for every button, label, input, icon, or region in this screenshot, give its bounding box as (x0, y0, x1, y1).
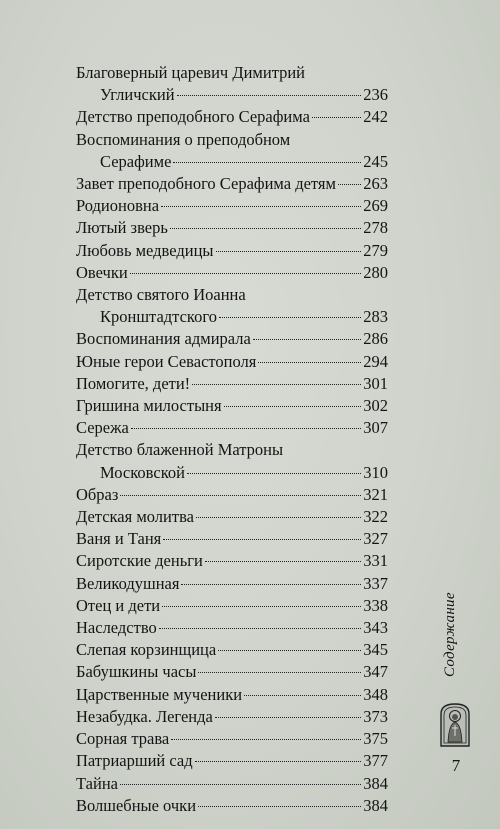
toc-entry-page: 375 (363, 729, 388, 749)
toc-entry-title: Тайна (76, 773, 118, 793)
dot-leader (181, 584, 361, 585)
toc-entry-title: Юные герои Севастополя (76, 351, 257, 371)
toc-entry (76, 240, 388, 262)
toc-entry-page: 322 (363, 507, 388, 527)
toc-entry-row (76, 795, 388, 817)
toc-entry-page: 338 (363, 595, 388, 615)
toc-entry-title: Сережа (76, 418, 129, 438)
toc-entry (76, 284, 388, 328)
toc-entry-row (76, 617, 388, 639)
dot-leader (338, 184, 361, 185)
toc-entry-title: Патриарший сад (76, 751, 193, 771)
icon-saint-icon (438, 702, 472, 748)
toc-entry-row (76, 217, 388, 239)
toc-entry-title: Детство преподобного Серафима (76, 107, 310, 127)
dot-leader (173, 162, 361, 163)
toc-entry-row (76, 750, 388, 772)
toc-entry (76, 639, 388, 661)
dot-leader (244, 695, 361, 696)
toc-entry-title: Ваня и Таня (76, 529, 162, 549)
toc-entry-page: 278 (363, 218, 388, 238)
dot-leader (130, 273, 362, 274)
toc-entry (76, 528, 388, 550)
toc-entry (76, 217, 388, 239)
toc-entry-title: Московской (100, 462, 185, 482)
toc-entry-title-line: Детство святого Иоанна (76, 285, 246, 305)
toc-entry-row (76, 240, 388, 262)
dot-leader (198, 806, 361, 807)
toc-entry-row (76, 373, 388, 395)
toc-entry-row (76, 595, 388, 617)
toc-entry-page: 263 (363, 174, 388, 194)
toc-entry-page: 269 (363, 196, 388, 216)
dot-leader (192, 384, 361, 385)
toc-entry-page: 331 (363, 551, 388, 571)
dot-leader (195, 761, 362, 762)
dot-leader (177, 95, 362, 96)
dot-leader (253, 339, 361, 340)
toc-entry-title: Кронштадтского (100, 307, 217, 327)
toc-entry-title-line: Благоверный царевич Димитрий (76, 63, 306, 82)
toc-entry-page: 286 (363, 329, 388, 349)
toc-entry-row (76, 462, 388, 484)
toc-entry-page: 279 (363, 240, 388, 260)
toc-entry-page: 327 (363, 529, 388, 549)
toc-entry (76, 129, 388, 173)
dot-leader (198, 672, 361, 673)
toc-entry-title: Образ (76, 484, 119, 504)
dot-leader (224, 406, 362, 407)
toc-entry-page: 345 (363, 640, 388, 660)
toc-entry-row (76, 728, 388, 750)
toc-entry (76, 750, 388, 772)
toc-entry (76, 661, 388, 683)
toc-entry (76, 395, 388, 417)
toc-entry-page: 347 (363, 662, 388, 682)
toc-entry-row (76, 550, 388, 572)
toc-entry-title: Угличский (100, 85, 175, 105)
toc-entry-page: 283 (363, 307, 388, 327)
toc-entry (76, 550, 388, 572)
dot-leader (216, 251, 362, 252)
toc-entry (76, 573, 388, 595)
toc-entry-page: 343 (363, 618, 388, 638)
toc-entry (76, 373, 388, 395)
toc-entry-page: 321 (363, 484, 388, 504)
toc-entry-row (76, 639, 388, 661)
toc-entry-title: Слепая корзинщица (76, 640, 217, 660)
toc-entry-row (76, 328, 388, 350)
toc-entry-title: Родионовна (76, 196, 160, 216)
dot-leader (131, 428, 361, 429)
toc-entry (76, 773, 388, 795)
toc-entry (76, 684, 388, 706)
toc-entry-title: Детская молитва (76, 507, 194, 527)
toc-entry (76, 617, 388, 639)
toc-entry-row (76, 506, 388, 528)
dot-leader (120, 495, 361, 496)
toc-entry-row (76, 773, 388, 795)
dot-leader (170, 228, 361, 229)
toc-entry (76, 173, 388, 195)
toc-entry-row (76, 306, 388, 328)
toc-entry-row (76, 262, 388, 284)
dot-leader (187, 473, 361, 474)
toc-entry-title: Завет преподобного Серафима детям (76, 174, 336, 194)
toc-entry-page: 377 (363, 751, 388, 771)
toc-entry-page: 245 (363, 151, 388, 171)
toc-entry (76, 484, 388, 506)
dot-leader (161, 206, 361, 207)
dot-leader (196, 517, 361, 518)
toc-entry-row (76, 195, 388, 217)
toc-entry-row (76, 173, 388, 195)
toc-entry-title: Овечки (76, 262, 128, 282)
page-number: 7 (451, 756, 461, 775)
toc-entry-page: 337 (363, 573, 388, 593)
toc-entry-title: Наследство (76, 618, 157, 638)
toc-entry-page: 301 (363, 373, 388, 393)
toc-entry-page: 384 (363, 773, 388, 793)
toc-entry-page: 242 (363, 107, 388, 127)
dot-leader (171, 739, 361, 740)
toc-entry-row (76, 417, 388, 439)
toc-entry-title: Серафиме (100, 151, 172, 171)
toc-entry-title: Помогите, дети! (76, 373, 191, 393)
toc-entry-page: 373 (363, 706, 388, 726)
toc-entry (76, 595, 388, 617)
dot-leader (163, 539, 361, 540)
toc-entry-title: Воспоминания адмирала (76, 329, 251, 349)
dot-leader (205, 561, 361, 562)
toc-entry-page: 236 (363, 85, 388, 105)
toc-entry-row (76, 395, 388, 417)
toc-entry-title: Великодушная (76, 573, 180, 593)
dot-leader (215, 717, 361, 718)
table-of-contents (76, 62, 388, 817)
dot-leader (312, 117, 361, 118)
section-label: Содержание (442, 592, 458, 678)
toc-entry-page: 294 (363, 351, 388, 371)
toc-entry-title: Царственные мученики (76, 684, 243, 704)
toc-entry-title: Сиротские деньги (76, 551, 203, 571)
toc-entry (76, 62, 388, 106)
toc-entry-row (76, 528, 388, 550)
dot-leader (162, 606, 361, 607)
toc-entry (76, 351, 388, 373)
dot-leader (219, 317, 361, 318)
toc-entry-row (76, 151, 388, 173)
toc-entry-title: Любовь медведицы (76, 240, 214, 260)
toc-entry-title: Гришина милостыня (76, 396, 222, 416)
toc-entry-row (76, 661, 388, 683)
toc-entry-title: Незабудка. Легенда (76, 706, 213, 726)
toc-entry-page: 384 (363, 795, 388, 815)
toc-entry (76, 706, 388, 728)
toc-entry-row (76, 684, 388, 706)
toc-entry (76, 106, 388, 128)
toc-entry-title-line: Детство блаженной Матроны (76, 440, 284, 460)
toc-entry-row (76, 573, 388, 595)
toc-entry-title: Сорная трава (76, 729, 170, 749)
toc-entry-title: Бабушкины часы (76, 662, 197, 682)
toc-entry-row (76, 84, 388, 106)
toc-entry-page: 310 (363, 462, 388, 482)
toc-entry-title: Лютый зверь (76, 218, 168, 238)
toc-entry (76, 195, 388, 217)
toc-entry-page: 307 (363, 418, 388, 438)
toc-entry (76, 795, 388, 817)
toc-entry-page: 348 (363, 684, 388, 704)
section-marker (442, 580, 470, 690)
toc-entry-row (76, 706, 388, 728)
dot-leader (218, 650, 361, 651)
toc-entry (76, 262, 388, 284)
toc-entry-row (76, 351, 388, 373)
toc-entry-title: Волшебные очки (76, 795, 197, 815)
toc-entry (76, 439, 388, 483)
dot-leader (120, 784, 361, 785)
toc-entry (76, 417, 388, 439)
toc-entry (76, 328, 388, 350)
toc-entry-title-line: Воспоминания о преподобном (76, 129, 291, 149)
toc-entry-row (76, 106, 388, 128)
dot-leader (159, 628, 361, 629)
toc-entry-page: 280 (363, 262, 388, 282)
toc-entry (76, 506, 388, 528)
toc-entry-row (76, 484, 388, 506)
toc-entry (76, 728, 388, 750)
toc-entry-page: 302 (363, 396, 388, 416)
toc-entry-title: Отец и дети (76, 595, 161, 615)
dot-leader (258, 362, 361, 363)
